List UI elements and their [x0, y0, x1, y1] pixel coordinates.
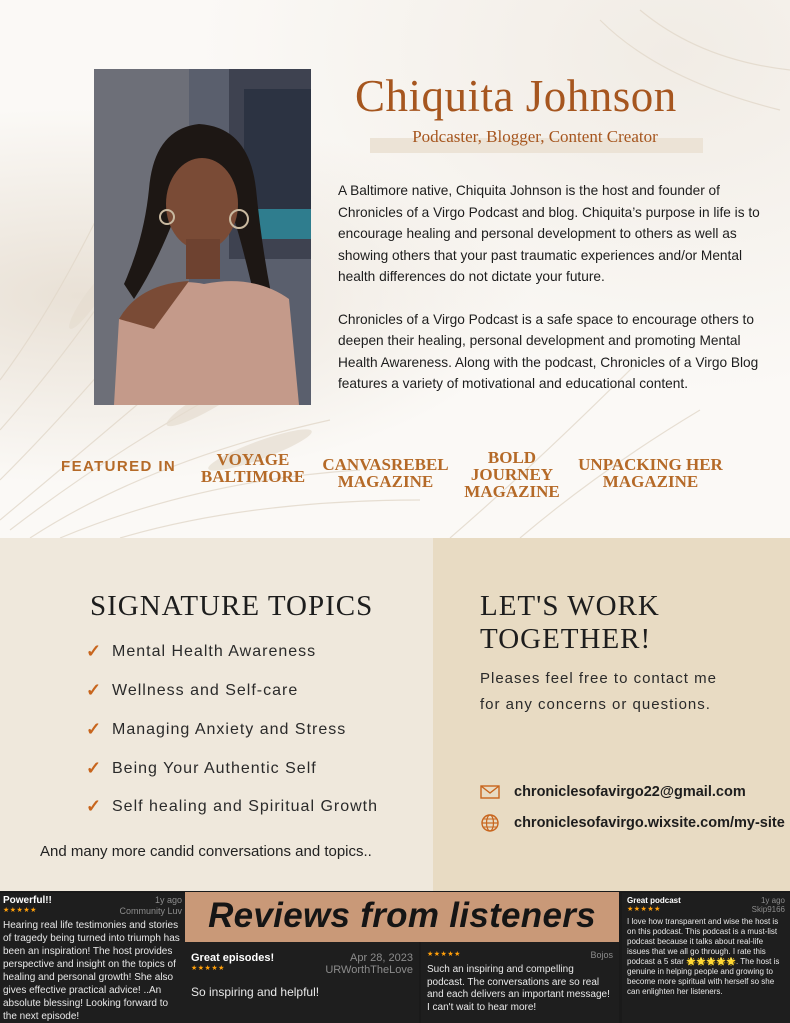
review-title: Great podcast [627, 896, 681, 905]
publication-line: CANVASREBEL [322, 455, 449, 474]
publication-line: BOLD [487, 448, 537, 467]
topic-label: Self healing and Spiritual Growth [112, 797, 379, 815]
publication-line: BALTIMORE [200, 467, 306, 486]
topic-label: Managing Anxiety and Stress [112, 720, 347, 738]
website-contact[interactable] [480, 813, 785, 833]
profile-photo [94, 69, 311, 405]
publication-unpacking-her [568, 456, 733, 490]
publication-line: MAGAZINE [602, 472, 699, 491]
reviews-banner [185, 892, 619, 942]
topic-item [86, 641, 316, 662]
bio-paragraph: A Baltimore native, Chiquita Johnson is the host and founder of Chronicles of a Virgo Podcast and blog. Chiquita’s purpose in life is to encourage healing and personal development to others as well as showing others that your past traumatic experiences and/or Mental health differences do not dictate your future. [338, 183, 760, 284]
publication-bold-journey [462, 449, 562, 500]
bio-paragraph: Chronicles of a Virgo Podcast is a safe space to encourage others to deepen their healing, personal development and promoting Mental Health Awareness. Along with the podcast, Chronicles of a Virgo Blog features a variety of motivational and educational content. [338, 311, 759, 391]
topic-item [86, 680, 298, 701]
checkmark-icon: ✓ [86, 796, 103, 816]
topic-item [86, 719, 346, 740]
review-card [0, 893, 185, 1023]
review-stars: ★★★★★ [3, 907, 37, 914]
review-stars: ★★★★★ [191, 965, 225, 972]
review-card [185, 942, 419, 1023]
more-topics-text: And many more candid conversations and topics.. [40, 843, 372, 860]
work-together-text: Pleases feel free to contact me for any concerns or questions. [480, 670, 717, 713]
profile-name: Chiquita Johnson [355, 71, 677, 121]
review-title: Great episodes! [191, 952, 275, 964]
topic-label: Mental Health Awareness [112, 642, 317, 660]
bio-text [338, 180, 778, 416]
publication-line: MAGAZINE [464, 482, 560, 501]
publication-line: UNPACKING HER [578, 455, 723, 474]
globe-icon [480, 813, 500, 833]
checkmark-icon: ✓ [86, 758, 103, 778]
topic-item [86, 758, 317, 779]
publication-canvasrebel [318, 456, 453, 490]
review-text: I love how transparent and wise the host is on this podcast. This podcast is a must-list podcast because it talks about real-life issues that we all go through. I rate this podcast a 5 star 🌟🌟🌟🌟🌟. The host is genuine in helping people and growing to become more spiritual with herself so she can enlighten her listeners. [627, 917, 780, 996]
featured-in-label: FEATURED IN [61, 458, 177, 475]
publication-line: JOURNEY [470, 465, 554, 484]
email-contact[interactable] [480, 784, 746, 800]
review-author: Skip9166 [751, 905, 785, 914]
review-author: Bojos [590, 950, 613, 960]
review-age: 1y ago [760, 896, 785, 905]
checkmark-icon: ✓ [86, 680, 103, 700]
topics-heading: SIGNATURE TOPICS [90, 590, 374, 622]
review-text: So inspiring and helpful! [191, 985, 320, 999]
email-link[interactable]: chroniclesofavirgo22@gmail.com [514, 784, 746, 800]
review-author: Community Luv [119, 906, 182, 916]
review-card [622, 893, 790, 1023]
review-age: Apr 28, 2023 [350, 952, 413, 964]
review-title: Powerful!! [3, 895, 52, 906]
review-author: URWorthTheLove [325, 964, 413, 976]
publication-line: MAGAZINE [337, 472, 434, 491]
reviews-banner-title: Reviews from listeners [208, 896, 596, 935]
profile-subtitle: Podcaster, Blogger, Content Creator [412, 127, 658, 146]
topic-item [86, 796, 378, 817]
review-stars: ★★★★★ [627, 906, 661, 913]
topic-label: Wellness and Self-care [112, 681, 299, 699]
review-stars: ★★★★★ [427, 951, 461, 958]
checkmark-icon: ✓ [86, 719, 103, 739]
checkmark-icon: ✓ [86, 641, 103, 661]
publication-voyage-baltimore [193, 451, 313, 485]
review-text: Such an inspiring and compelling podcast. The conversations are so real and each delivers an important message! I can't wait to hear more! [427, 964, 610, 1013]
envelope-icon [480, 784, 500, 800]
publication-line: VOYAGE [216, 450, 290, 469]
website-link[interactable]: chroniclesofavirgo.wixsite.com/my-site [514, 815, 785, 831]
work-together-heading: LET'S WORK TOGETHER! [480, 590, 660, 655]
review-age: 1y ago [154, 895, 182, 905]
review-text: Hearing real life testimonies and stories of tragedy being turned into triumph has been an inspiration! The host provides perspective and insight on the topics of healing and personal growth! She also gives effective practical advice! ..An absolute blessing! Looking forward to the next episode! [3, 920, 180, 1022]
review-card [421, 942, 619, 1023]
topic-label: Being Your Authentic Self [112, 759, 317, 777]
